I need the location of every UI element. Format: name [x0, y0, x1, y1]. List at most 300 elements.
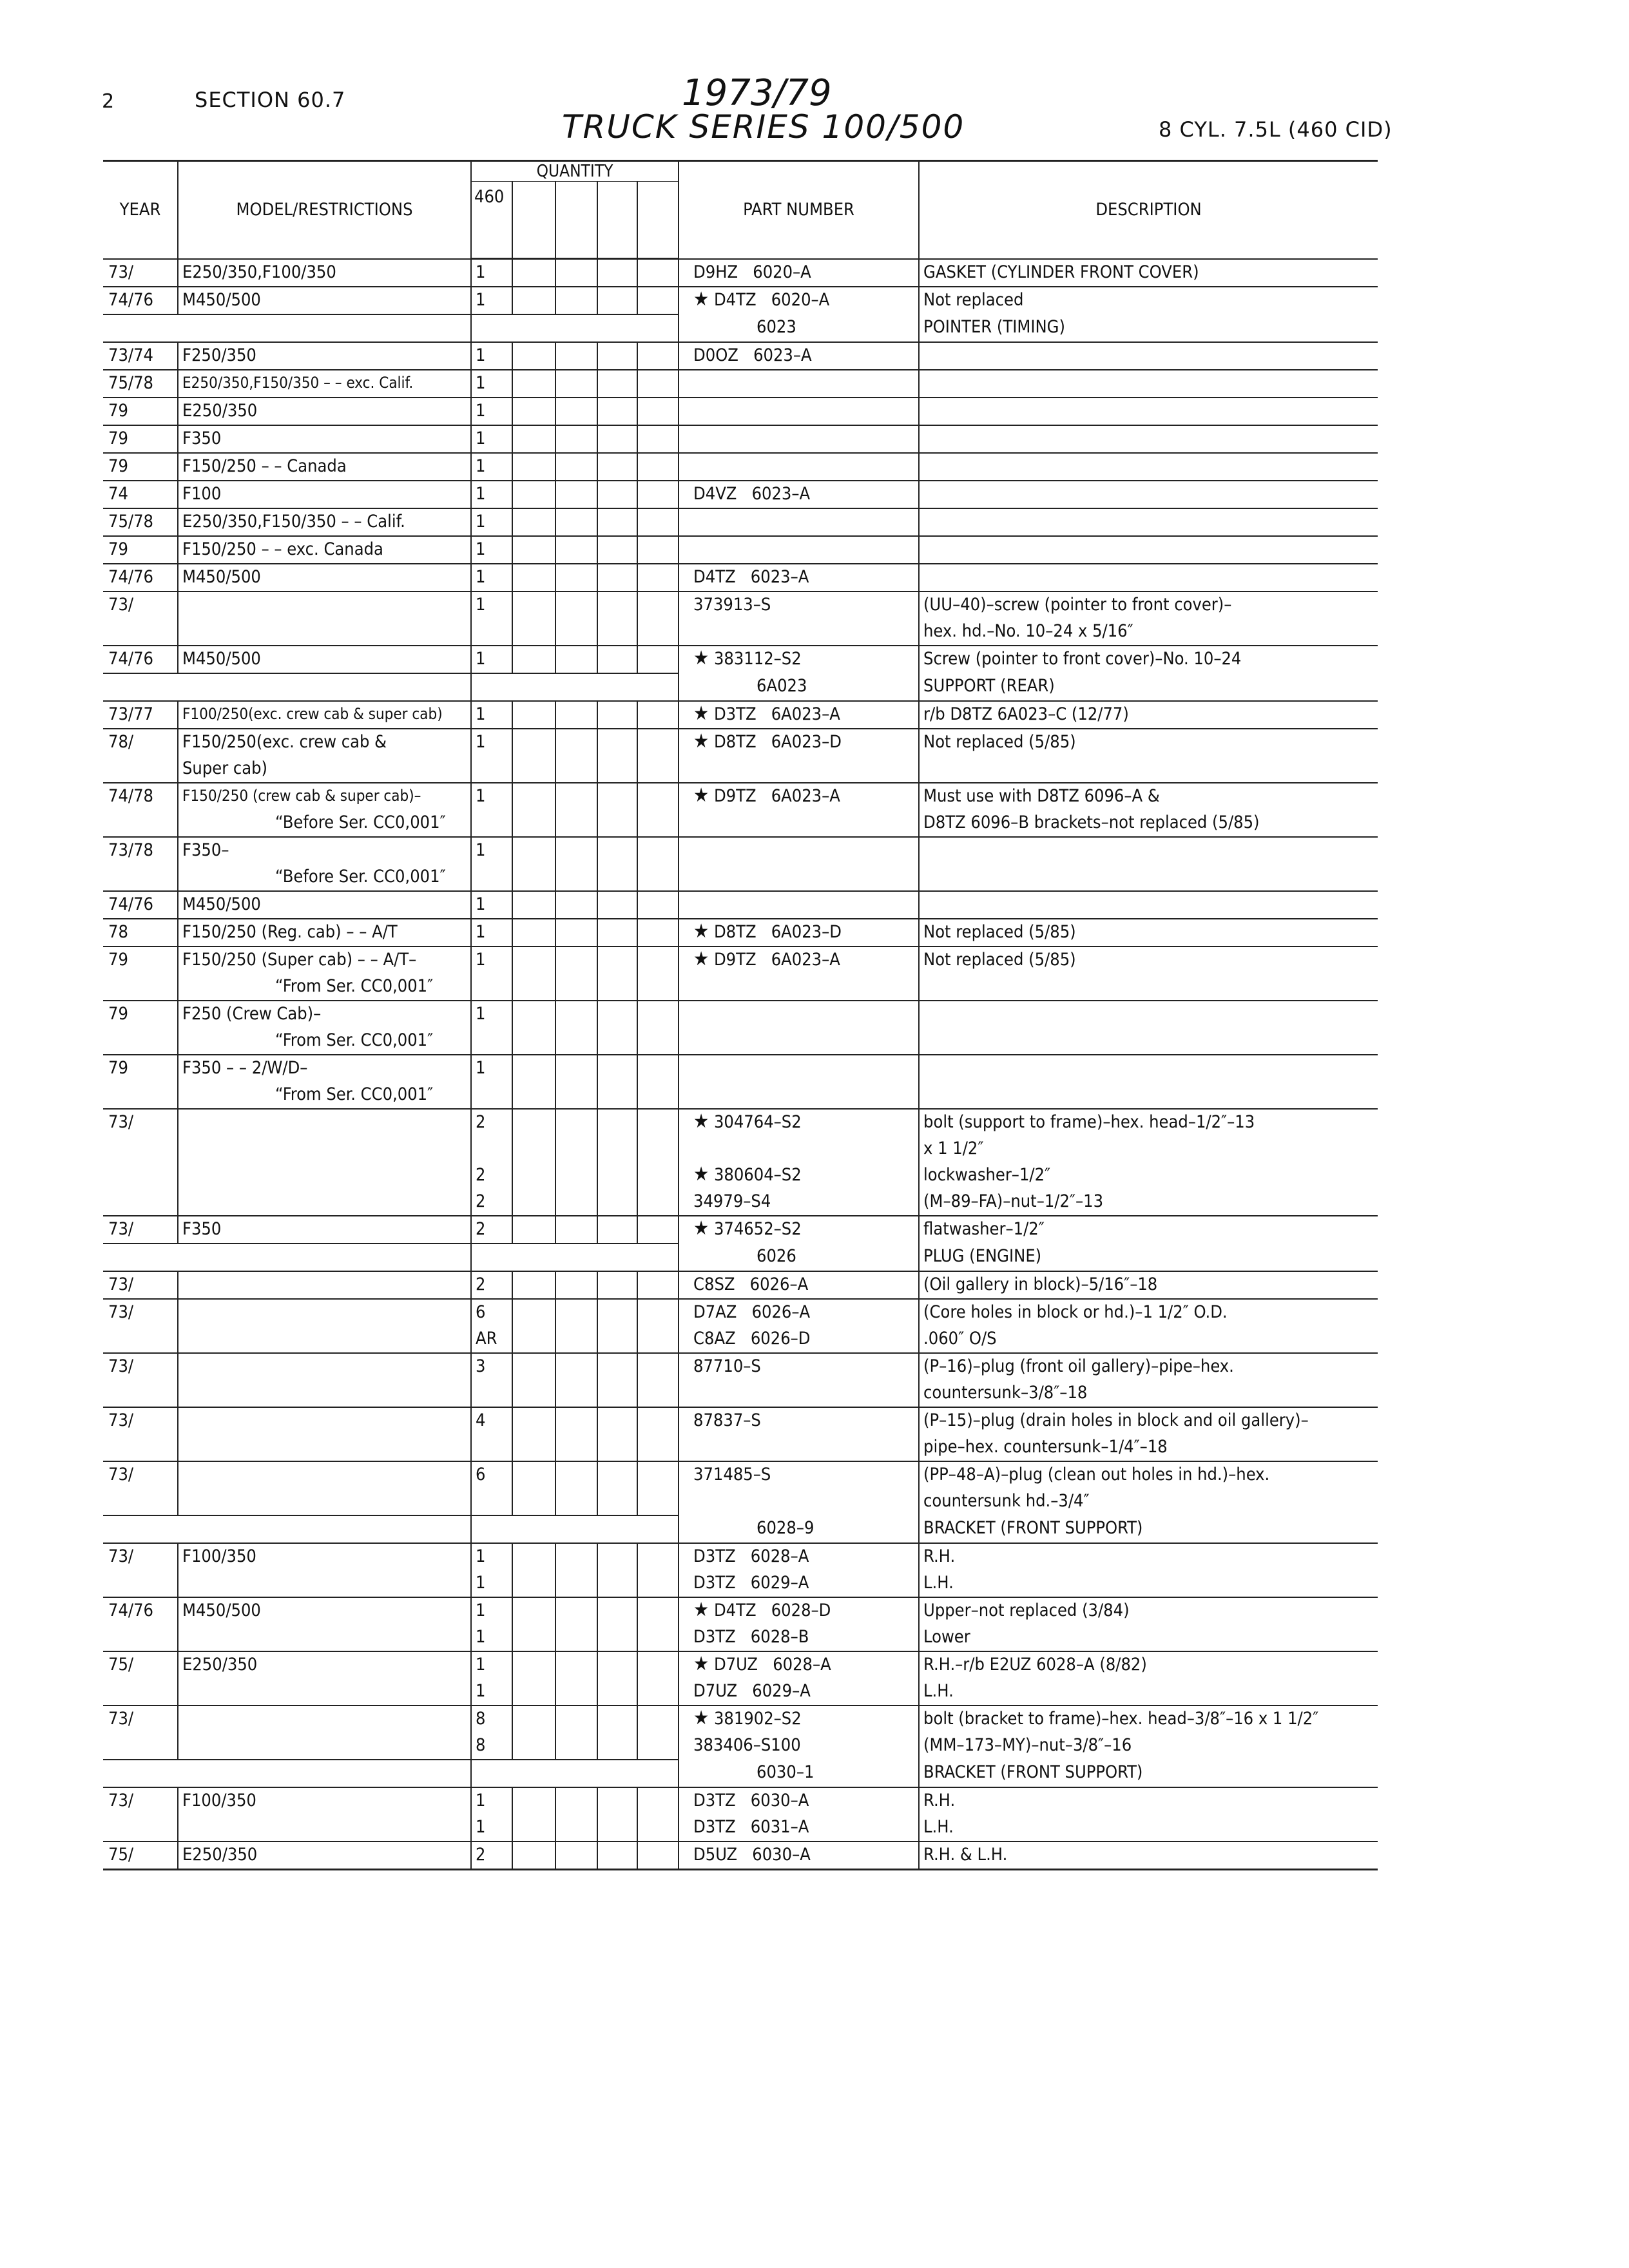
qty-460-cell: 6 — [471, 1299, 512, 1326]
model-cell — [178, 1299, 471, 1326]
year-cell: 75/78 — [103, 370, 178, 398]
table-row — [103, 1787, 1378, 1814]
qty-460-cell: 1 — [471, 1787, 512, 1814]
description-cell: R.H.–r/b E2UZ 6028–A (8/82) — [919, 1651, 1378, 1678]
table-row — [103, 1570, 1378, 1597]
year-range-title: 1973/79 — [682, 72, 832, 114]
model-cell — [178, 1380, 471, 1407]
year-cell: 79 — [103, 536, 178, 564]
qty-cell — [597, 1651, 637, 1678]
qty-460-cell: 3 — [471, 1353, 512, 1380]
qty-cell — [512, 1001, 555, 1028]
qty-cell — [597, 756, 637, 783]
qty-cell — [512, 1570, 555, 1597]
year-cell: 73/ — [103, 1353, 178, 1380]
qty-cell — [555, 1326, 597, 1353]
qty-cell — [555, 1380, 597, 1407]
year-cell: 75/ — [103, 1651, 178, 1678]
qty-cell — [512, 1407, 555, 1434]
part-number-cell — [679, 591, 919, 619]
part-number-cell — [679, 1651, 919, 1678]
qty-cell — [555, 1814, 597, 1841]
part-number: 374652–S2 — [713, 1219, 802, 1239]
qty-460-cell: 1 — [471, 919, 512, 947]
year-cell: 79 — [103, 1055, 178, 1082]
qty-cell — [637, 1109, 679, 1136]
qty-cell — [512, 481, 555, 508]
qty-cell — [637, 1299, 679, 1326]
qty-cell — [555, 508, 597, 536]
qty-cell — [512, 1461, 555, 1488]
series-title: TRUCK SERIES 100/500 — [562, 108, 965, 146]
qty-460-cell: 1 — [471, 837, 512, 864]
group-header-row — [103, 1244, 1378, 1271]
qty-460-cell: 8 — [471, 1733, 512, 1760]
model-cell: “Before Ser. CC0,001″ — [178, 864, 471, 891]
part-number: D3TZ 6029–A — [693, 1573, 809, 1593]
group-code: 6028–9 — [679, 1515, 919, 1543]
part-number-cell — [679, 919, 919, 947]
qty-cell — [512, 564, 555, 591]
qty-460-cell — [471, 1136, 512, 1162]
qty-cell — [512, 701, 555, 729]
description-cell: x 1 1/2″ — [919, 1136, 1378, 1162]
model-cell: F150/250(exc. crew cab & — [178, 729, 471, 756]
qty-cell — [555, 701, 597, 729]
part-number-cell — [679, 508, 919, 536]
qty-cell — [637, 1651, 679, 1678]
qty-cell — [637, 564, 679, 591]
part-number: D4TZ 6028–D — [713, 1600, 831, 1620]
qty-cell — [512, 619, 555, 646]
table-row — [103, 619, 1378, 646]
part-number: D3TZ 6028–A — [693, 1546, 809, 1566]
qty-cell — [555, 342, 597, 370]
qty-460-cell — [471, 974, 512, 1001]
part-number: D7UZ 6029–A — [693, 1681, 811, 1701]
qty-460-cell: AR — [471, 1326, 512, 1353]
qty-cell — [512, 453, 555, 481]
description-cell: countersunk hd.–3/4″ — [919, 1488, 1378, 1515]
model-cell: F100/350 — [178, 1787, 471, 1814]
year-cell: 74/76 — [103, 1597, 178, 1624]
part-number-cell — [679, 756, 919, 783]
part-number-cell — [679, 783, 919, 810]
qty-cell — [597, 619, 637, 646]
qty-460-cell: 1 — [471, 701, 512, 729]
qty-cell — [637, 1380, 679, 1407]
table-row — [103, 1380, 1378, 1407]
description-cell — [919, 1028, 1378, 1055]
description-cell: (Oil gallery in block)–5/16″–18 — [919, 1271, 1378, 1299]
qty-cell — [555, 259, 597, 287]
model-cell: M450/500 — [178, 287, 471, 314]
part-number-cell — [679, 974, 919, 1001]
star-icon: ★ — [693, 1110, 709, 1133]
part-number: D4VZ 6023–A — [693, 484, 811, 504]
table-row — [103, 756, 1378, 783]
qty-cell — [637, 1082, 679, 1109]
description-cell: Not replaced — [919, 287, 1378, 314]
table-row — [103, 564, 1378, 591]
col-year: YEAR — [103, 161, 178, 259]
description-cell — [919, 837, 1378, 864]
model-cell: E250/350,F150/350 – – exc. Calif. — [178, 370, 471, 398]
qty-cell — [555, 1407, 597, 1434]
qty-460-cell: 1 — [471, 1814, 512, 1841]
year-cell: 79 — [103, 425, 178, 453]
qty-cell — [555, 947, 597, 974]
table-row — [103, 1189, 1378, 1216]
col-qty-460: 460 — [471, 182, 512, 259]
part-number: D7UZ 6028–A — [713, 1655, 831, 1675]
part-number-cell — [679, 1597, 919, 1624]
qty-cell — [597, 1299, 637, 1326]
qty-cell — [555, 1216, 597, 1244]
year-cell: 73/ — [103, 1407, 178, 1434]
year-cell: 74 — [103, 481, 178, 508]
description-cell: (MM–173–MY)–nut–3/8″–16 — [919, 1733, 1378, 1760]
part-number-cell — [679, 1733, 919, 1760]
description-cell — [919, 425, 1378, 453]
group-title: PLUG (ENGINE) — [919, 1244, 1378, 1271]
model-cell: F150/250 (Reg. cab) – – A/T — [178, 919, 471, 947]
model-cell: E250/350 — [178, 1651, 471, 1678]
table-row — [103, 1136, 1378, 1162]
year-cell: 73/78 — [103, 837, 178, 864]
part-number-cell — [679, 342, 919, 370]
qty-cell — [637, 259, 679, 287]
star-icon: ★ — [693, 730, 709, 753]
part-number: D9TZ 6A023–A — [713, 950, 840, 970]
qty-cell — [512, 536, 555, 564]
qty-cell — [555, 425, 597, 453]
qty-460-cell: 1 — [471, 398, 512, 425]
qty-cell — [555, 1136, 597, 1162]
qty-cell — [637, 891, 679, 919]
description-cell — [919, 536, 1378, 564]
description-cell — [919, 756, 1378, 783]
group-title: BRACKET (FRONT SUPPORT) — [919, 1760, 1378, 1787]
part-number-cell — [679, 1488, 919, 1515]
part-number-cell — [679, 891, 919, 919]
description-cell: hex. hd.–No. 10–24 x 5/16″ — [919, 619, 1378, 646]
model-cell — [178, 1271, 471, 1299]
table-row — [103, 1733, 1378, 1760]
model-cell — [178, 1488, 471, 1515]
part-number-cell — [679, 1678, 919, 1706]
qty-cell — [637, 1624, 679, 1651]
qty-cell — [597, 342, 637, 370]
qty-cell — [637, 1028, 679, 1055]
table-row — [103, 810, 1378, 837]
part-number-cell — [679, 619, 919, 646]
model-cell: F350 – – 2/W/D– — [178, 1055, 471, 1082]
description-cell: (P–15)–plug (drain holes in block and oil gallery)– — [919, 1407, 1378, 1434]
qty-cell — [512, 783, 555, 810]
qty-cell — [637, 810, 679, 837]
qty-cell — [555, 919, 597, 947]
qty-cell — [597, 1841, 637, 1870]
qty-cell — [597, 837, 637, 864]
description-cell — [919, 1001, 1378, 1028]
col-qty-blank-2 — [555, 182, 597, 259]
part-number: D9HZ 6020–A — [693, 262, 811, 282]
qty-460-cell: 1 — [471, 508, 512, 536]
part-number: D8TZ 6A023–D — [713, 732, 842, 752]
part-number-cell — [679, 1055, 919, 1082]
year-cell: 74/78 — [103, 783, 178, 810]
qty-cell — [512, 1109, 555, 1136]
qty-cell — [555, 1597, 597, 1624]
table-row — [103, 1082, 1378, 1109]
qty-cell — [555, 398, 597, 425]
qty-cell — [555, 810, 597, 837]
part-number-cell — [679, 1216, 919, 1244]
qty-cell — [555, 1733, 597, 1760]
qty-cell — [597, 891, 637, 919]
description-cell: Not replaced (5/85) — [919, 947, 1378, 974]
table-row — [103, 370, 1378, 398]
qty-cell — [512, 1162, 555, 1189]
part-number: D8TZ 6A023–D — [713, 922, 842, 942]
model-cell — [178, 1624, 471, 1651]
qty-cell — [512, 919, 555, 947]
part-number-cell — [679, 1109, 919, 1136]
qty-460-cell: 2 — [471, 1271, 512, 1299]
year-cell — [103, 619, 178, 646]
qty-460-cell: 1 — [471, 342, 512, 370]
part-number-cell — [679, 287, 919, 314]
qty-cell — [637, 425, 679, 453]
qty-cell — [637, 619, 679, 646]
col-qty-blank-4 — [637, 182, 679, 259]
qty-cell — [555, 974, 597, 1001]
qty-cell — [555, 1543, 597, 1570]
qty-460-cell: 2 — [471, 1162, 512, 1189]
qty-460-cell: 1 — [471, 453, 512, 481]
qty-cell — [512, 891, 555, 919]
qty-460-cell: 1 — [471, 259, 512, 287]
part-number-cell — [679, 425, 919, 453]
description-cell — [919, 864, 1378, 891]
qty-cell — [555, 1570, 597, 1597]
model-cell — [178, 1136, 471, 1162]
qty-cell — [637, 864, 679, 891]
table-row — [103, 1299, 1378, 1326]
year-cell — [103, 1136, 178, 1162]
year-cell: 74/76 — [103, 891, 178, 919]
qty-cell — [512, 342, 555, 370]
qty-460-cell: 1 — [471, 729, 512, 756]
description-cell: L.H. — [919, 1814, 1378, 1841]
part-number: D5UZ 6030–A — [693, 1845, 811, 1865]
qty-cell — [597, 1082, 637, 1109]
qty-cell — [637, 1271, 679, 1299]
qty-cell — [597, 1814, 637, 1841]
year-cell: 79 — [103, 1001, 178, 1028]
qty-460-cell: 1 — [471, 425, 512, 453]
table-row — [103, 1461, 1378, 1488]
model-cell: F150/250 (Super cab) – – A/T– — [178, 947, 471, 974]
qty-cell — [512, 729, 555, 756]
table-row — [103, 1162, 1378, 1189]
table-row — [103, 1624, 1378, 1651]
col-part-number: PART NUMBER — [679, 161, 919, 259]
qty-cell — [512, 837, 555, 864]
model-cell: M450/500 — [178, 646, 471, 673]
col-qty-blank-1 — [512, 182, 555, 259]
part-number-cell — [679, 1299, 919, 1326]
qty-cell — [512, 1841, 555, 1870]
table-row — [103, 1216, 1378, 1244]
description-cell — [919, 508, 1378, 536]
table-row — [103, 259, 1378, 287]
parts-table-body — [103, 259, 1378, 1870]
qty-460-cell: 2 — [471, 1189, 512, 1216]
part-number: 87837–S — [693, 1410, 761, 1430]
table-row — [103, 919, 1378, 947]
model-cell: F350 — [178, 1216, 471, 1244]
qty-cell — [637, 287, 679, 314]
table-row — [103, 1651, 1378, 1678]
qty-460-cell: 1 — [471, 536, 512, 564]
model-cell: “Before Ser. CC0,001″ — [178, 810, 471, 837]
qty-cell — [637, 1353, 679, 1380]
qty-cell — [555, 619, 597, 646]
year-cell: 75/ — [103, 1841, 178, 1870]
qty-cell — [597, 1488, 637, 1515]
year-cell: 73/77 — [103, 701, 178, 729]
part-number-cell — [679, 1461, 919, 1488]
star-icon: ★ — [693, 784, 709, 807]
qty-460-cell — [471, 1082, 512, 1109]
qty-cell — [512, 864, 555, 891]
qty-cell — [597, 536, 637, 564]
part-number-cell — [679, 453, 919, 481]
qty-cell — [597, 974, 637, 1001]
part-number-cell — [679, 1326, 919, 1353]
qty-460-cell: 1 — [471, 646, 512, 673]
qty-460-cell — [471, 756, 512, 783]
qty-cell — [637, 756, 679, 783]
qty-cell — [597, 864, 637, 891]
part-number: C8AZ 6026–D — [693, 1329, 811, 1349]
table-row — [103, 864, 1378, 891]
year-cell: 73/ — [103, 1543, 178, 1570]
qty-cell — [637, 1597, 679, 1624]
table-row — [103, 1543, 1378, 1570]
qty-cell — [597, 1109, 637, 1136]
model-cell: E250/350 — [178, 1841, 471, 1870]
qty-460-cell: 1 — [471, 1055, 512, 1082]
qty-cell — [597, 1733, 637, 1760]
description-cell: R.H. — [919, 1543, 1378, 1570]
col-qty-blank-3 — [597, 182, 637, 259]
qty-cell — [637, 1136, 679, 1162]
qty-cell — [597, 919, 637, 947]
qty-cell — [597, 1162, 637, 1189]
star-icon: ★ — [693, 702, 709, 725]
group-header-row — [103, 673, 1378, 701]
part-number: 373913–S — [693, 595, 771, 615]
page-number: 2 — [102, 90, 115, 113]
model-cell: F150/250 (crew cab & super cab)– — [178, 783, 471, 810]
table-row — [103, 425, 1378, 453]
part-number: D3TZ 6031–A — [693, 1817, 809, 1837]
model-cell: M450/500 — [178, 1597, 471, 1624]
year-cell: 78 — [103, 919, 178, 947]
year-cell — [103, 1326, 178, 1353]
part-number-cell — [679, 810, 919, 837]
qty-cell — [597, 1678, 637, 1706]
qty-cell — [637, 1488, 679, 1515]
model-cell — [178, 1353, 471, 1380]
star-icon: ★ — [693, 1707, 709, 1729]
qty-cell — [597, 1326, 637, 1353]
section-label: SECTION 60.7 — [195, 88, 346, 112]
description-cell: Not replaced (5/85) — [919, 919, 1378, 947]
qty-460-cell: 1 — [471, 287, 512, 314]
qty-cell — [512, 1055, 555, 1082]
part-number-cell — [679, 1706, 919, 1733]
group-header-row — [103, 1515, 1378, 1543]
qty-cell — [512, 287, 555, 314]
qty-cell — [555, 1271, 597, 1299]
part-number-cell — [679, 1162, 919, 1189]
qty-460-cell — [471, 810, 512, 837]
description-cell: bolt (bracket to frame)–hex. head–3/8″–16 x 1 1/2″ — [919, 1706, 1378, 1733]
description-cell: Upper–not replaced (3/84) — [919, 1597, 1378, 1624]
qty-cell — [555, 1706, 597, 1733]
qty-460-cell: 1 — [471, 591, 512, 619]
description-cell: flatwasher–1/2″ — [919, 1216, 1378, 1244]
group-code: 6A023 — [679, 673, 919, 701]
table-row — [103, 342, 1378, 370]
year-cell: 73/ — [103, 591, 178, 619]
model-cell: F100/250(exc. crew cab & super cab) — [178, 701, 471, 729]
model-cell: F350– — [178, 837, 471, 864]
qty-cell — [597, 1407, 637, 1434]
qty-cell — [597, 810, 637, 837]
qty-cell — [512, 1651, 555, 1678]
qty-cell — [555, 1678, 597, 1706]
qty-cell — [637, 1678, 679, 1706]
model-cell — [178, 1434, 471, 1461]
description-cell: bolt (support to frame)–hex. head–1/2″–13 — [919, 1109, 1378, 1136]
qty-cell — [637, 1434, 679, 1461]
part-number-cell — [679, 1082, 919, 1109]
part-number-cell — [679, 259, 919, 287]
model-cell — [178, 1706, 471, 1733]
qty-cell — [512, 1353, 555, 1380]
qty-cell — [555, 783, 597, 810]
qty-cell — [637, 919, 679, 947]
qty-cell — [512, 1189, 555, 1216]
table-row — [103, 837, 1378, 864]
star-icon: ★ — [693, 1217, 709, 1240]
year-cell — [103, 1814, 178, 1841]
qty-cell — [555, 1488, 597, 1515]
qty-460-cell: 1 — [471, 1624, 512, 1651]
qty-cell — [512, 1216, 555, 1244]
table-row — [103, 1028, 1378, 1055]
description-cell — [919, 1055, 1378, 1082]
year-cell — [103, 756, 178, 783]
qty-cell — [637, 646, 679, 673]
part-number: D7AZ 6026–A — [693, 1302, 811, 1322]
table-row — [103, 1055, 1378, 1082]
